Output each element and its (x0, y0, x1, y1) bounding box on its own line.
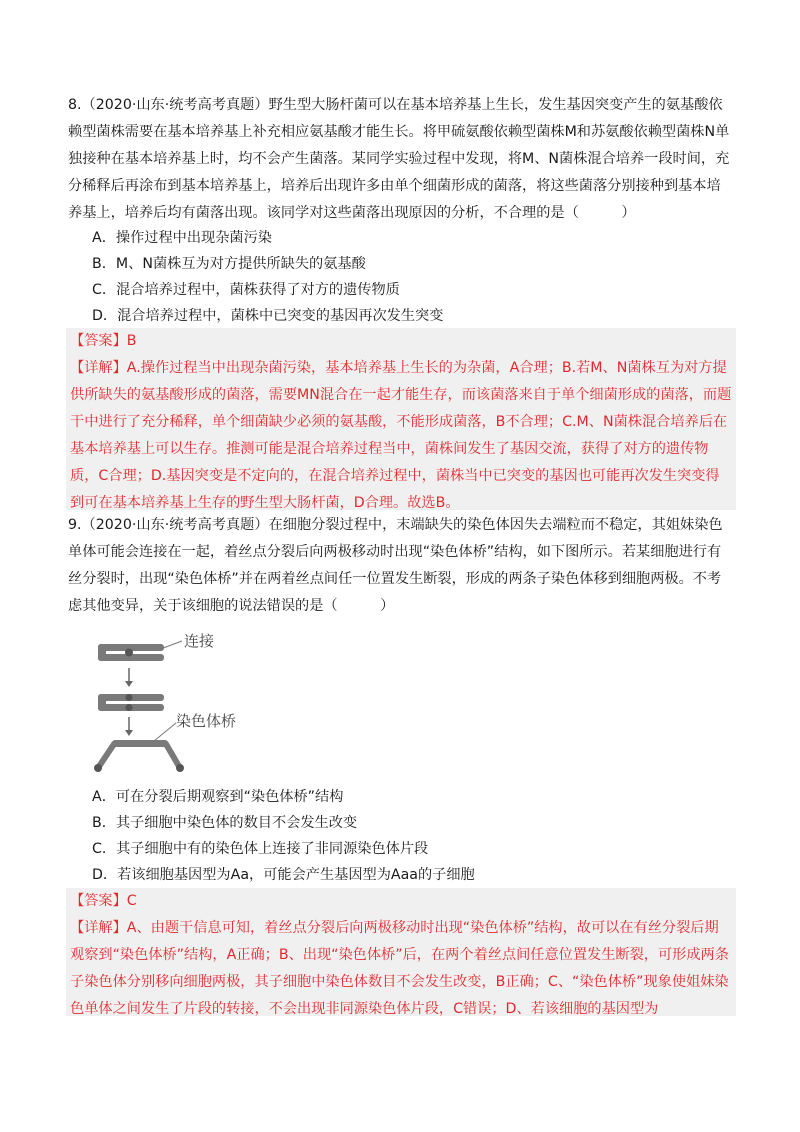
question-number: 8. (68, 97, 82, 113)
explain-label: 【详解】 (70, 920, 127, 936)
question-source: （2020·山东·统考高考真题） (81, 517, 269, 533)
chromosome-bridge-figure (92, 630, 282, 780)
dicentric-chromosome (98, 694, 164, 711)
q8-option-d: D．混合培养过程中，菌株中已突变的基因再次发生突变 (92, 308, 444, 324)
question-9-stem (68, 512, 734, 620)
q9-answer-box (66, 888, 736, 1016)
answer-label: 【答案】 (70, 333, 127, 349)
question-text: 在细胞分裂过程中，末端缺失的染色体因失去端粒而不稳定，其姐妹染色单体可能会连接在一起，着丝点分裂后向两极移动时出现“染色体桥”结构，如下图所示。若某细胞进行有丝分裂时，出现“染色体桥”并在两着丝点间任一位置发生断裂，形成的两条子染色体移到细胞两极。不考虑其他变异，关于该细胞的说法错误的是（ ） (68, 517, 723, 614)
answer-value: C (126, 893, 137, 909)
explain-label: 【详解】 (70, 360, 127, 376)
chromosome-diagram (92, 630, 282, 780)
q8-option-c: C．混合培养过程中，菌株获得了对方的遗传物质 (92, 282, 400, 298)
question-source: （2020·山东·统考高考真题） (81, 97, 269, 113)
q8-option-a: A．操作过程中出现杂菌污染 (92, 230, 272, 246)
arrow-down-icon (125, 668, 133, 687)
q9-explanation (70, 915, 732, 1023)
explain-text: A、由题干信息可知，着丝点分裂后向两极移动时出现“染色体桥”结构，故可以在有丝分裂后期观察到“染色体桥”结构，A正确；B、出现“染色体桥”后，在两个着丝点间任意位置发生断裂，可形成两条子染色体分别移向细胞两极，其子细胞中染色体数目不会发生改变，B正确；C、“染色体桥”现象使姐妹染色单体之间发生了片段的转接，不会出现非同源染色体片段，C错误；D、若该细胞的基因型为 (70, 920, 729, 1017)
q9-answer (70, 888, 137, 915)
q9-option-c: C．其子细胞中有的染色体上连接了非同源染色体片段 (92, 841, 429, 857)
chromosome-bridge (94, 740, 184, 772)
explain-text: A.操作过程当中出现杂菌污染，基本培养基上生长的为杂菌，A合理；B.若M、N菌株互为对方提供所缺失的氨基酸形成的菌落，需要MN混合在一起才能生存，而该菌落来自于单个细菌形成的菌落，而题干中进行了充分稀释，单个细菌缺少必须的氨基酸，不能形成菌落，B不合理；C.M、N菌株混合培养后在基本培养基上可以生存。推测可能是混合培养过程当中，菌株间发生了基因交流，获得了对方的遗传物质，C合理；D.基因突变是不定向的，在混合培养过程中，菌株当中已突变的基因也可能再次发生突变得到可在基本培养基上生存的野生型大肠杆菌，D合理。故选B。 (70, 360, 732, 511)
label-bridge: 染色体桥 (176, 712, 237, 730)
question-text: 野生型大肠杆菌可以在基本培养基上生长，发生基因突变产生的氨基酸依赖型菌株需要在基本培养基上补充相应氨基酸才能生长。将甲硫氨酸依赖型菌株M和苏氨酸依赖型菌株N单独接种在基本培养基上时，均不会产生菌落。某同学实验过程中发现，将M、N菌株混合培养一段时间，充分稀释后再涂布到基本培养基上，培养后出现许多由单个细菌形成的菌落，将这些菌落分别接种到基本培养基上，培养后均有菌落出现。该同学对这些菌落出现原因的分析，不合理的是（ ） (68, 97, 730, 221)
q9-option-b: B．其子细胞中染色体的数目不会发生改变 (92, 815, 358, 831)
joined-chromatids (98, 644, 164, 661)
arrow-down-icon (125, 717, 133, 736)
q8-option-b: B．M、N菌株互为对方提供所缺失的氨基酸 (92, 256, 366, 272)
question-number: 9. (68, 517, 82, 533)
label-connect: 连接 (184, 632, 215, 650)
answer-label: 【答案】 (70, 893, 127, 909)
bridge-leader-line (154, 723, 176, 741)
q8-explanation (70, 355, 732, 517)
q9-option-d: D．若该细胞基因型为Aa，可能会产生基因型为Aaa的子细胞 (92, 867, 475, 883)
q9-option-a: A．可在分裂后期观察到“染色体桥”结构 (92, 789, 344, 805)
answer-value: B (126, 333, 137, 349)
q8-answer-box (66, 328, 736, 510)
q8-answer (70, 328, 137, 355)
question-8-stem (68, 92, 734, 227)
